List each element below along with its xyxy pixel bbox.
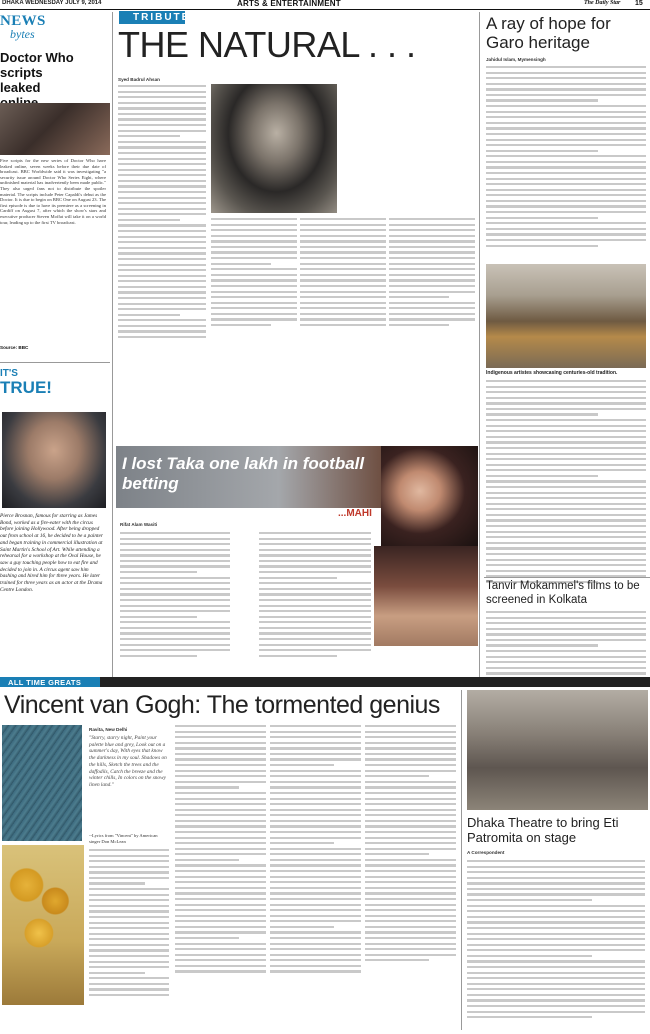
football-feature [116, 446, 478, 674]
news-bytes [0, 12, 110, 362]
masthead-rule [0, 9, 650, 10]
news-bytes-body: Five scripts for the new series of Doctor Who have leaked online, seven weeks before their due date of broadcast. BBC Worldwide said it was investigating "a security issue around Doctor Who Series Eight, where unfinished material has inadvertently been made public." They also urged fans not to distribute the spoiler material. The scripts include Peter Capaldi's debut as the Doctor. It is due to begin on BBC One on August 23. The first episode is due to have its premiere as a screening in Cardiff on August 7, after which the show's stars and executive producer Steven Moffat will take it on a world tour, leading up to the first TV broadcast. [0, 158, 106, 225]
van-gogh-col-1 [89, 849, 169, 1000]
garo-body-1 [486, 66, 646, 250]
dateline: DHAKA WEDNESDAY JULY 9, 2014 [2, 0, 102, 6]
van-gogh-poem: "Starry, starry night, Paint your palette blue and grey, Look out on a summer's day, With eyes that know the darkness in my soul. Shadows on the hills, Sketch the trees and the daffodils, Catch the breeze and the winter chills, In colors on the snowy linen land." [89, 735, 167, 788]
its-true-body: Pierce Brosnan, famous for starring as James Bond, worked as a fire-eater with the circus before joining Hollywood. After being dropped out from school at 16, he decided to be a painter and began training in commercial illustration at Saint Martin's School of Art. While attending a rehearsal for a workshop at the Oval House, he saw a guy touching people how to eat fire and decided to join in. A circus agent saw him bashing and hired him for three years. He later trained for three years as an actor at the Drama Centre London. [0, 513, 103, 593]
dhaka-theatre-byline: A Correspondent [467, 850, 505, 855]
garo-caption: Indigenous artistes showcasing centuries-old tradition. [486, 370, 618, 376]
page-number: 15 [635, 0, 643, 7]
van-gogh-col-4 [365, 725, 456, 965]
tribute-headline: THE NATURAL . . . [118, 24, 416, 65]
all-time-greats-banner [0, 677, 650, 687]
news-bytes-label: NEWS bytes [0, 13, 46, 41]
tribute-col-4 [389, 218, 475, 330]
dhaka-theatre-body [467, 860, 645, 1022]
tribute-col-1 [118, 85, 206, 342]
all-time-greats-tag: ALL TIME GREATS [0, 677, 100, 687]
tanvir-headline: Tanvir Mokammel's films to be screened in Kolkata [486, 580, 640, 606]
masthead [0, 0, 650, 8]
doctor-who-photo [0, 103, 110, 155]
football-quote: I lost Taka one lakh in football betting [122, 454, 365, 493]
van-gogh-byline: Ravita, New Delhi [89, 727, 128, 732]
section-title: ARTS & ENTERTAINMENT [237, 0, 341, 8]
news-bytes-source: Source: BBC [0, 345, 29, 350]
tribute-col-2 [211, 218, 297, 330]
mahi-lower-photo [374, 546, 478, 646]
garo-body-2 [486, 380, 646, 586]
anwar-hossain-photo [211, 84, 337, 213]
football-col-2 [259, 532, 371, 660]
van-gogh-col-2 [175, 725, 266, 976]
paper-logo: The Daily Star [584, 0, 621, 6]
van-gogh-poem-credit: --Lyrics from "Vincent" by American singer Don McLean [89, 833, 158, 844]
its-true [0, 368, 110, 668]
van-gogh-self-portrait [2, 725, 82, 841]
van-gogh-col-3 [270, 725, 361, 976]
van-gogh-headline: Vincent van Gogh: The tormented genius [4, 691, 440, 719]
football-byline: Rifat Alam Wasiti [120, 522, 158, 527]
garo-dancers-photo [486, 264, 646, 368]
pierce-brosnan-photo [2, 412, 106, 508]
eti-patromita-photo [467, 690, 648, 810]
garo-headline: A ray of hope for Garo heritage [486, 14, 611, 52]
van-gogh-sunflowers [2, 845, 84, 1005]
its-true-label: IT'S TRUE! [0, 368, 52, 397]
football-col-1 [120, 532, 230, 660]
tribute-byline: Syed Badrul Ahsan [118, 77, 160, 82]
dhaka-theatre-headline: Dhaka Theatre to bring Eti Patromita on stage [467, 815, 619, 845]
football-attribution: ...MAHI [338, 508, 372, 519]
mahi-portrait [381, 446, 478, 546]
tribute-kicker: TRIBUTE [119, 11, 185, 24]
tribute-col-3 [300, 218, 386, 330]
garo-byline: Jahidul Islam, Mymensingh [486, 57, 546, 62]
news-bytes-headline: Doctor Who scripts leaked [0, 50, 74, 95]
